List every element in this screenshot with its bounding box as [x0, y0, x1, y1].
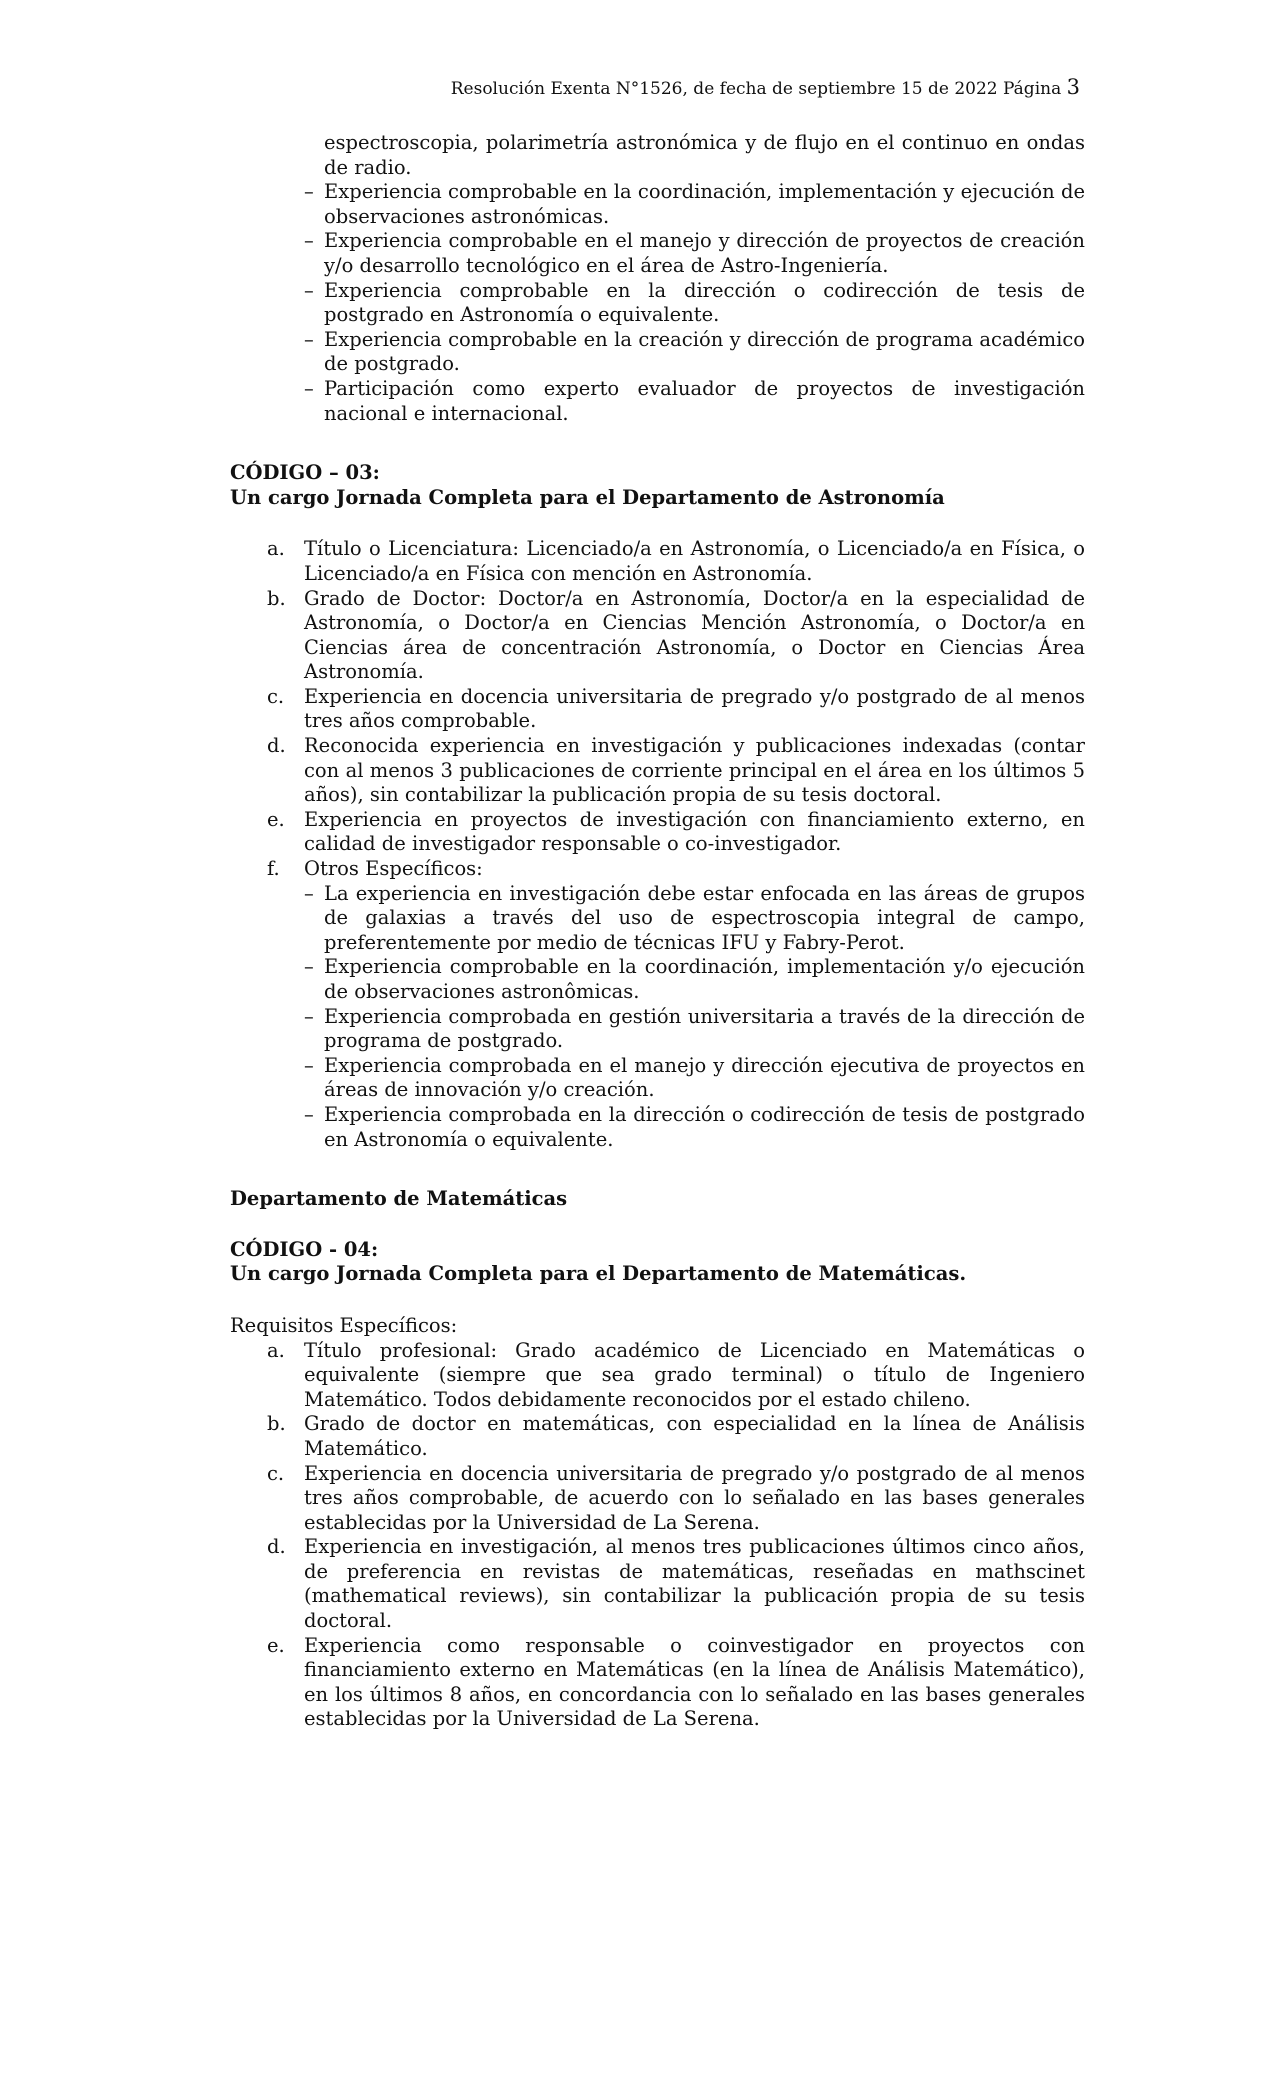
section-title: Un cargo Jornada Completa para el Departamento de Astronomía: [230, 485, 945, 509]
list-item: b. Grado de Doctor: Doctor/a en Astronomía, Doctor/a en la especialidad de Astronomía, o Doctor/a en Ciencias Mención Astronomía, o Doctor/a en Ciencias área de concentración Astronomía, o Doctor en Ciencias Área Astronomía.: [267, 586, 1085, 684]
list-item: c. Experiencia en docencia universitaria de pregrado y/o postgrado de al menos tres años comprobable.: [267, 684, 1085, 733]
department-heading: Departamento de Matemáticas: [230, 1187, 568, 1211]
document-body: [230, 131, 1085, 1732]
list-item: f. Otros Específicos: – La experiencia en investigación debe estar enfocada en las áreas de grupos de galaxias a través del uso de espectroscopia integral de campo, preferentemente por medio de técnicas IFU y Fabry-Perot. – Experiencia comprobable en la coordinación, implementación y/o ejecución de observaciones astronômicas. – Experiencia comprobada en gestión universitaria a través de la dirección de programa de postgrado. – Experiencia comprobada en el manejo y dirección ejecutiva de proyectos en áreas de innovación y/o creación. – Experiencia comprobada en la dirección o codirección de tesis de postgrado en Astronomía o equivalente.: [267, 857, 1085, 1151]
list-item: – Experiencia comprobable en la coordinación, implementación y/o ejecución de observaciones astronômicas.: [304, 955, 1085, 1003]
continued-line: espectroscopia, polarimetría astronómica y de flujo en el continuo en ondas de radio.: [324, 131, 1085, 179]
requirements-list-codigo-03: [230, 537, 1085, 1152]
list-item: – Experiencia comprobada en la dirección o codirección de tesis de postgrado en Astronomía o equivalente.: [304, 1102, 1085, 1151]
list-item: – La experiencia en investigación debe estar enfocada en las áreas de grupos de galaxias a través del uso de espectroscopia integral de campo, preferentemente por medio de técnicas IFU y Fabry-Perot.: [304, 881, 1085, 954]
list-item: – Experiencia comprobable en la coordinación, implementación y ejecución de observaciones astronómicas.: [304, 180, 1085, 228]
list-item: a. Título o Licenciatura: Licenciado/a en Astronomía, o Licenciado/a en Física, o Licenciado/a en Física con mención en Astronomía.: [267, 537, 1085, 585]
list-item: d. Reconocida experiencia en investigación y publicaciones indexadas (contar con al menos 3 publicaciones de corriente principal en el área en los últimos 5 años), sin contabilizar la publicación propia de su tesis doctoral.: [267, 734, 1085, 807]
list-item: e. Experiencia como responsable o coinvestigador en proyectos con financiamiento externo en Matemáticas (en la línea de Análisis Matemático), en los últimos 8 años, en concordancia con lo señalado en las bases generales establecidas por la Universidad de La Serena.: [267, 1633, 1085, 1731]
list-item: – Experiencia comprobable en la creación y dirección de programa académico de postgrado.: [304, 327, 1085, 376]
continued-requirements-list: [304, 131, 1085, 426]
section-code: CÓDIGO - 04:: [230, 1237, 379, 1261]
page-number: 3: [1066, 75, 1080, 99]
page-header: [230, 76, 1080, 100]
list-item: – Experiencia comprobable en el manejo y dirección de proyectos de creación y/o desarrollo tecnológico en el área de Astro-Ingeniería.: [304, 229, 1085, 277]
list-item: – Experiencia comprobada en gestión universitaria a través de la dirección de programa de postgrado.: [304, 1004, 1085, 1053]
requirements-list-codigo-04: [230, 1339, 1085, 1733]
requisitos-label: Requisitos Específicos:: [230, 1313, 458, 1337]
list-item: d. Experiencia en investigación, al menos tres publicaciones últimos cinco años, de preferencia en revistas de matemáticas, reseñadas en mathscinet (mathematical reviews), sin contabilizar la publicación propia de su tesis doctoral.: [267, 1535, 1085, 1633]
list-item: – Experiencia comprobable en la dirección o codirección de tesis de postgrado en Astronomía o equivalente.: [304, 278, 1085, 327]
list-item: – Experiencia comprobada en el manejo y dirección ejecutiva de proyectos en áreas de innovación y/o creación.: [304, 1053, 1085, 1102]
otros-especificos-list: [304, 881, 1085, 1153]
section-code: CÓDIGO – 03:: [230, 461, 380, 485]
list-item: e. Experiencia en proyectos de investigación con financiamiento externo, en calidad de investigador responsable o co-investigador.: [267, 807, 1085, 856]
section-title: Un cargo Jornada Completa para el Departamento de Matemáticas.: [230, 1262, 967, 1286]
resolution-reference: Resolución Exenta N°1526, de fecha de septiembre 15 de 2022 Página: [450, 79, 1062, 99]
list-item: – Participación como experto evaluador de proyectos de investigación nacional e internacional.: [304, 376, 1085, 425]
list-item: b. Grado de doctor en matemáticas, con especialidad en la línea de Análisis Matemático.: [267, 1412, 1085, 1460]
list-item: c. Experiencia en docencia universitaria de pregrado y/o postgrado de al menos tres años comprobable, de acuerdo con lo señalado en las bases generales establecidas por la Universidad de La Serena.: [267, 1461, 1085, 1534]
list-item: a. Título profesional: Grado académico de Licenciado en Matemáticas o equivalente (siempre que sea grado terminal) o título de Ingeniero Matemático. Todos debidamente reconocidos por el estado chileno.: [267, 1338, 1085, 1411]
